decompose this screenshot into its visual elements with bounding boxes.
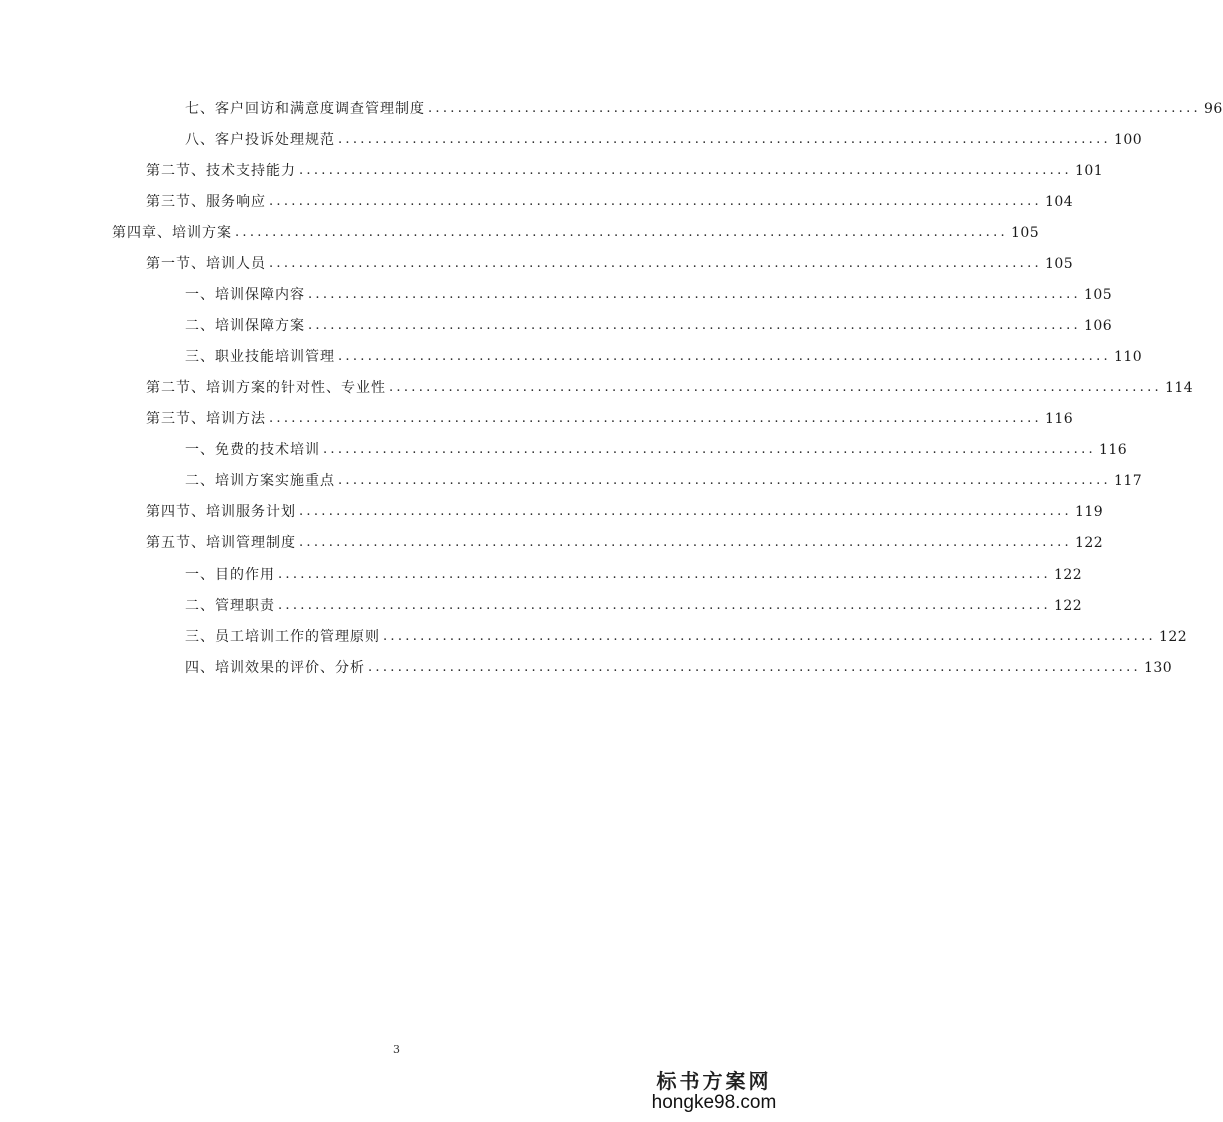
toc-entry-page: 106 (1083, 318, 1113, 334)
toc-leader-dots: ........................................................................................................ (299, 163, 1072, 178)
toc-entry-page: 100 (1113, 132, 1143, 148)
toc-entry-page: 122 (1158, 629, 1188, 645)
toc-entry-page: 130 (1143, 660, 1173, 676)
toc-entry[interactable] (146, 158, 1104, 180)
toc-entry-label: 第二节、技术支持能力 (146, 163, 296, 179)
toc-entry[interactable] (185, 655, 1173, 677)
toc-entry[interactable] (185, 282, 1113, 304)
toc-entry[interactable] (185, 562, 1083, 584)
toc-entry-page: 104 (1044, 194, 1074, 210)
toc-leader-dots: ........................................................................................................ (269, 194, 1042, 209)
toc-leader-dots: ........................................................................................................ (278, 567, 1051, 582)
page-number: 3 (393, 1043, 400, 1056)
toc-entry-page: 122 (1053, 598, 1083, 614)
toc-entry-page: 116 (1044, 411, 1074, 427)
toc-entry-page: 122 (1053, 567, 1083, 583)
toc-entry-page: 116 (1098, 442, 1128, 458)
toc-leader-dots: ........................................................................................................ (389, 380, 1162, 395)
toc-leader-dots: ........................................................................................................ (383, 629, 1156, 644)
toc-entry-label: 二、培训保障方案 (185, 318, 305, 334)
toc-entry-label: 一、目的作用 (185, 567, 275, 583)
toc-entry[interactable] (185, 437, 1128, 459)
toc-leader-dots: ........................................................................................................ (368, 660, 1141, 675)
toc-leader-dots: ........................................................................................................ (338, 349, 1111, 364)
toc-entry[interactable] (185, 624, 1188, 646)
toc-entry-label: 八、客户投诉处理规范 (185, 132, 335, 148)
toc-entry-label: 第五节、培训管理制度 (146, 535, 296, 551)
toc-entry-label: 一、培训保障内容 (185, 287, 305, 303)
toc-entry[interactable] (146, 406, 1074, 428)
toc-entry[interactable] (146, 530, 1104, 552)
toc-entry[interactable] (185, 127, 1143, 149)
toc-entry[interactable] (185, 593, 1083, 615)
toc-leader-dots: ........................................................................................................ (338, 132, 1111, 147)
toc-entry[interactable] (185, 313, 1113, 335)
toc-leader-dots: ........................................................................................................ (308, 287, 1081, 302)
toc-entry-label: 七、客户回访和满意度调查管理制度 (185, 101, 425, 117)
toc-leader-dots: ........................................................................................................ (338, 473, 1111, 488)
toc-entry[interactable] (185, 468, 1143, 490)
watermark-logo (649, 1065, 779, 1114)
toc-entry-label: 二、培训方案实施重点 (185, 473, 335, 489)
toc-entry-label: 四、培训效果的评价、分析 (185, 660, 365, 676)
toc-entry[interactable] (112, 220, 1040, 242)
toc-entry[interactable] (185, 96, 1223, 118)
watermark-name: 标书方案网 (656, 1069, 772, 1093)
toc-leader-dots: ........................................................................................................ (323, 442, 1096, 457)
toc-entry-page: 114 (1164, 380, 1194, 396)
toc-leader-dots: ........................................................................................................ (269, 411, 1042, 426)
toc-entry-label: 三、职业技能培训管理 (185, 349, 335, 365)
toc-leader-dots: ........................................................................................................ (278, 598, 1051, 613)
toc-entry-page: 105 (1010, 225, 1040, 241)
toc-entry-page: 117 (1113, 473, 1143, 489)
toc-entry-label: 一、免费的技术培训 (185, 442, 320, 458)
toc-entry-page: 119 (1074, 504, 1104, 520)
toc-entry-page: 105 (1044, 256, 1074, 272)
toc-entry-label: 第三节、服务响应 (146, 194, 266, 210)
toc-entry[interactable] (146, 375, 1194, 397)
toc-entry-label: 二、管理职责 (185, 598, 275, 614)
toc-entry-page: 96 (1203, 101, 1223, 117)
toc-entry-page: 110 (1113, 349, 1143, 365)
toc-entry-page: 105 (1083, 287, 1113, 303)
toc-entry-page: 122 (1074, 535, 1104, 551)
toc-leader-dots: ........................................................................................................ (308, 318, 1081, 333)
toc-entry-label: 第一节、培训人员 (146, 256, 266, 272)
toc-entry-page: 101 (1074, 163, 1104, 179)
toc-entry[interactable] (146, 499, 1104, 521)
toc-entry[interactable] (146, 251, 1074, 273)
toc-leader-dots: ........................................................................................................ (269, 256, 1042, 271)
toc-leader-dots: ........................................................................................................ (235, 225, 1008, 240)
toc-entry-label: 第四节、培训服务计划 (146, 504, 296, 520)
toc-entry[interactable] (146, 189, 1074, 211)
toc-entry[interactable] (185, 344, 1143, 366)
toc-leader-dots: ........................................................................................................ (428, 101, 1201, 116)
toc-entry-label: 第二节、培训方案的针对性、专业性 (146, 380, 386, 396)
toc-leader-dots: ........................................................................................................ (299, 535, 1072, 550)
toc-entry-label: 第三节、培训方法 (146, 411, 266, 427)
toc-entry-label: 三、员工培训工作的管理原则 (185, 629, 380, 645)
toc-leader-dots: ........................................................................................................ (299, 504, 1072, 519)
watermark-domain: hongke98.com (651, 1092, 777, 1113)
toc-entry-label: 第四章、培训方案 (112, 225, 232, 241)
